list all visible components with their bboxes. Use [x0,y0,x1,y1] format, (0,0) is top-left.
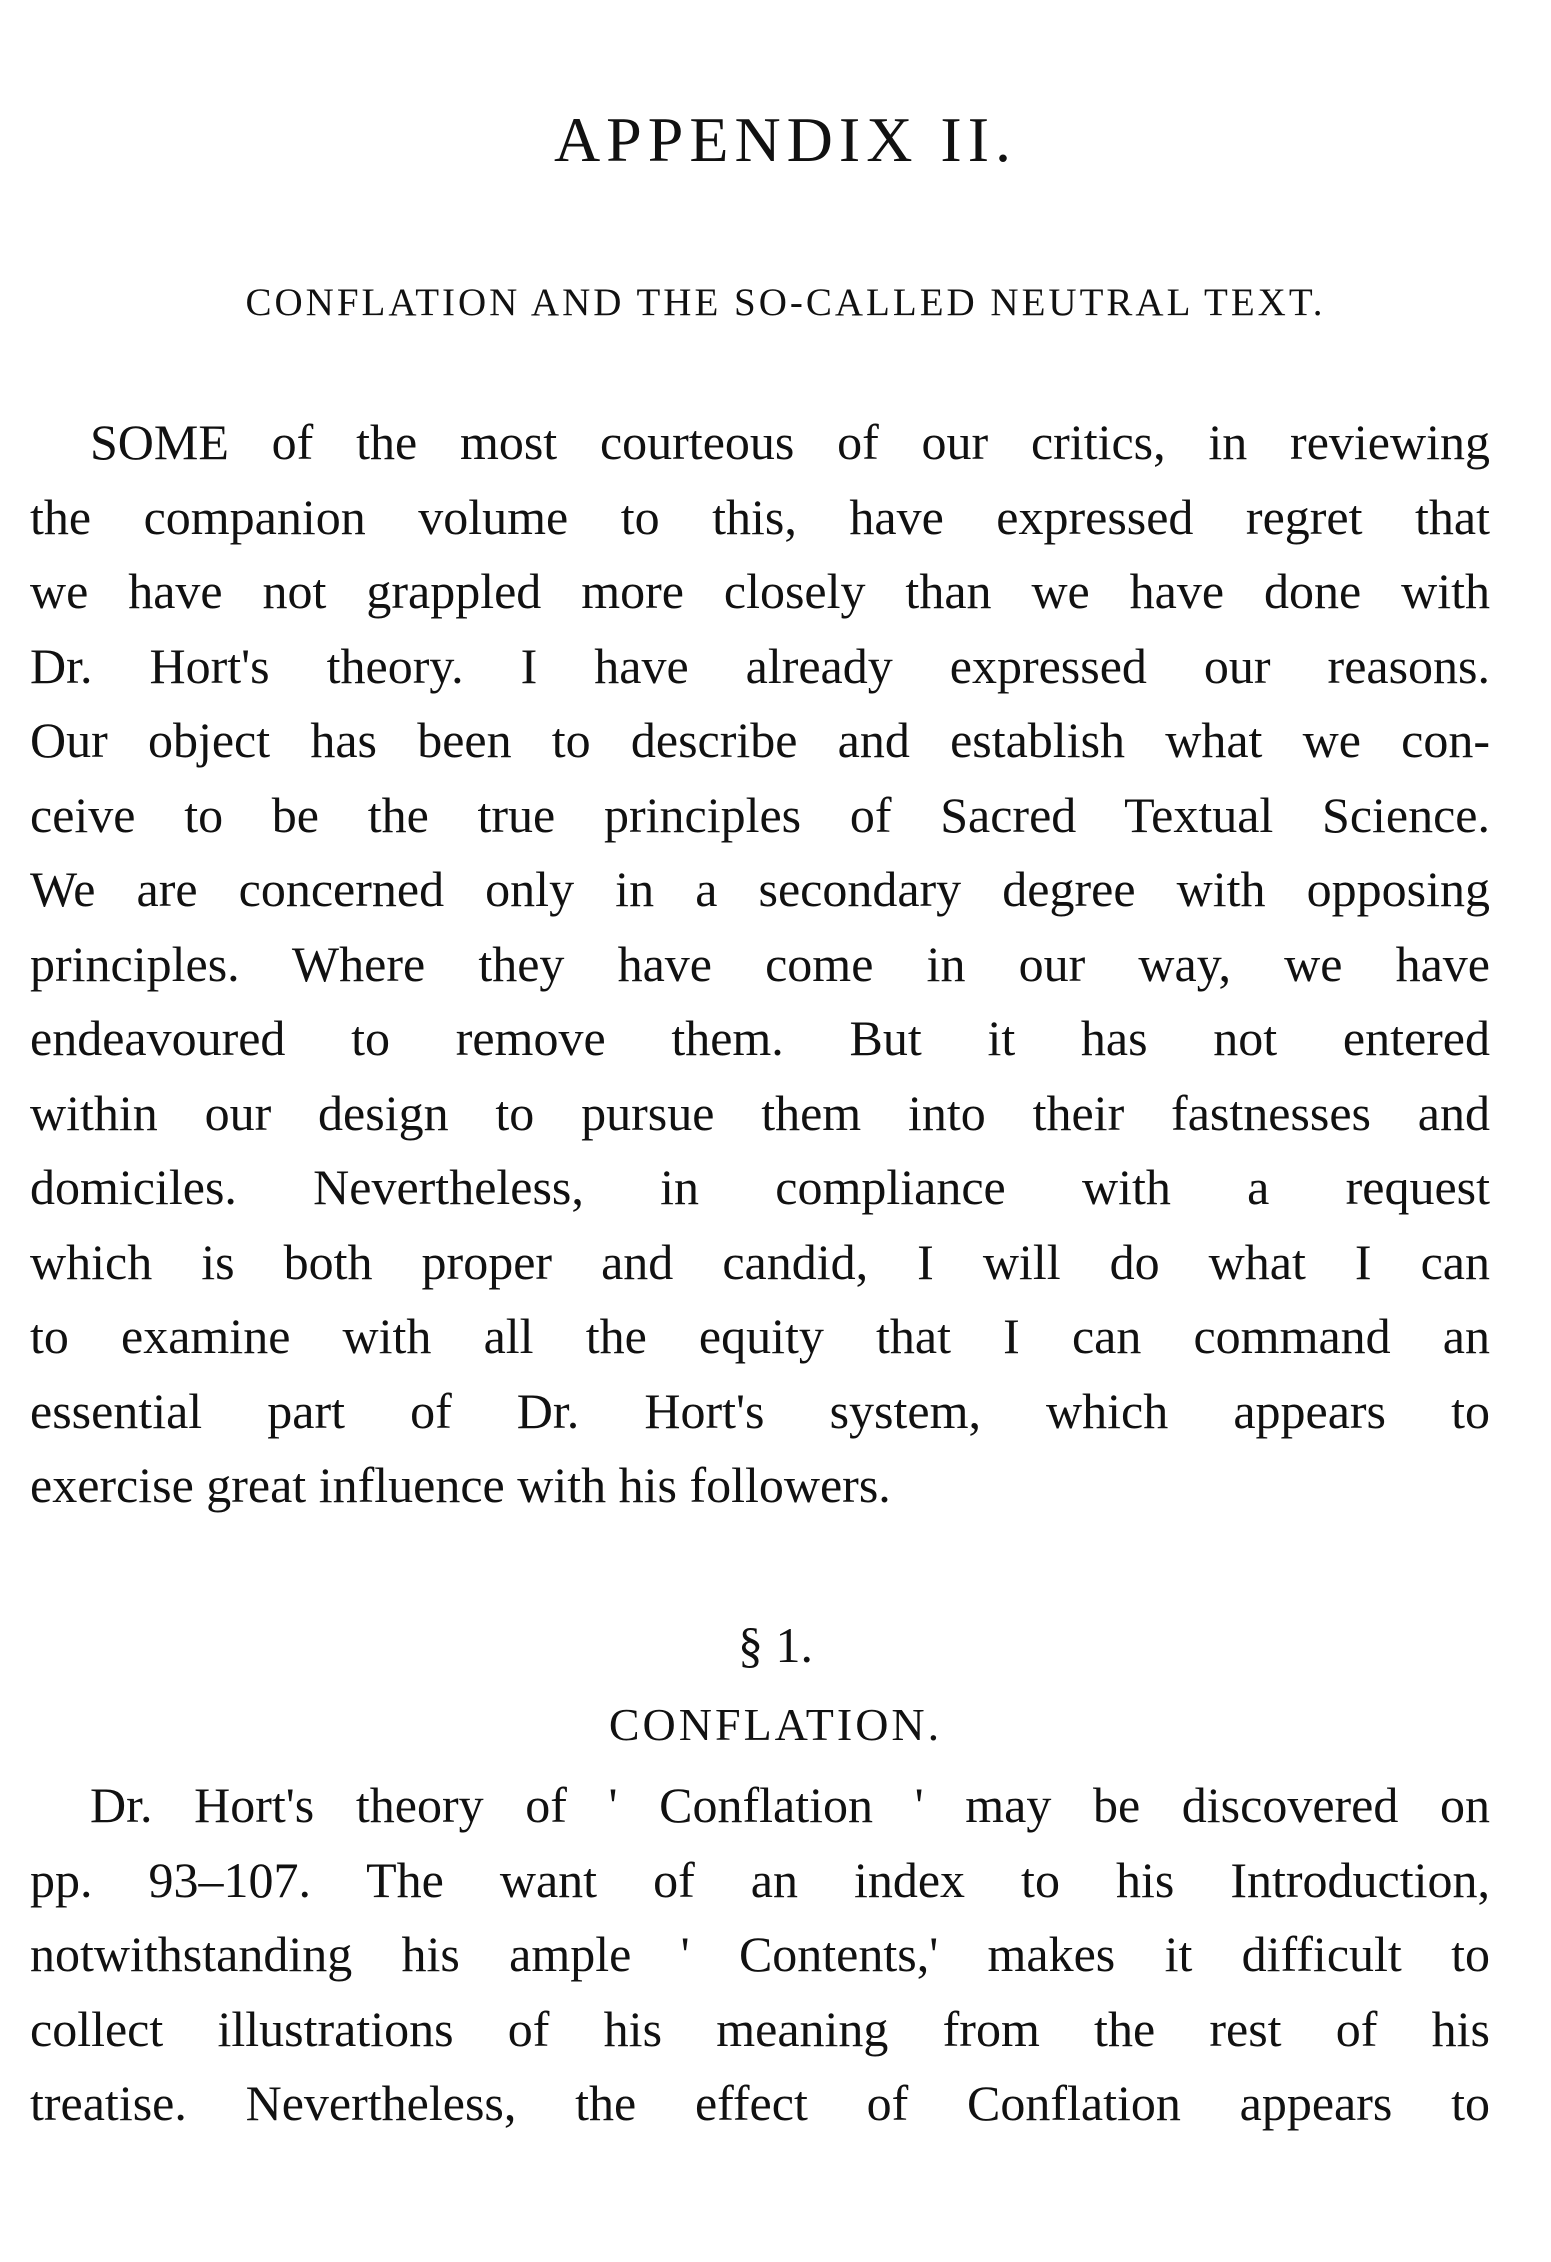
appendix-subtitle: CONFLATION AND THE SO-CALLED NEUTRAL TEXT. [245,281,1326,324]
paragraph-line: the companion volume to this, have expressed regret that [30,488,1490,545]
paragraph-line: We are concerned only in a secondary degree with opposing [30,861,1490,917]
paragraph-line: within our design to pursue them into their fastnesses and [30,1084,1490,1141]
paragraph-line: to examine with all the equity that I can command an [30,1308,1490,1364]
paragraph-line: notwithstanding his ample ' Contents,' makes it difficult to [30,1926,1490,1982]
paragraph-line: endeavoured to remove them. But it has not entered [30,1010,1490,1066]
section-number: § 1. [738,1617,813,1673]
paragraph-line: Our object has been to describe and establish what we con- [30,712,1490,768]
paragraph-line: pp. 93–107. The want of an index to his Introduction, [30,1851,1490,1908]
paragraph-line: we have not grappled more closely than we have done with [30,563,1490,619]
section-heading: CONFLATION. [608,1699,943,1750]
paragraph-line: exercise great influence with his followers. [30,1457,891,1513]
paragraph-line: Dr. Hort's theory of ' Conflation ' may be discovered on [90,1777,1490,1833]
paragraph-line: Dr. Hort's theory. I have already expressed our reasons. [30,637,1490,694]
section-paragraph [30,1768,1490,2141]
paragraph-line: treatise. Nevertheless, the effect of Conflation appears to [30,2075,1490,2131]
paragraph-line: domiciles. Nevertheless, in compliance with a request [30,1159,1490,1215]
paragraph-line: collect illustrations of his meaning from the rest of his [30,2000,1490,2057]
intro-paragraph [30,405,1490,1523]
paragraph-line: ceive to be the true principles of Sacred Textual Science. [30,786,1490,843]
paragraph-line: which is both proper and candid, I will do what I can [30,1233,1490,1290]
paragraph-line: essential part of Dr. Hort's system, which appears to [30,1382,1490,1439]
paragraph-line: principles. Where they have come in our way, we have [30,935,1490,992]
paragraph-line: SOME of the most courteous of our critics, in reviewing [90,414,1490,470]
appendix-title: APPENDIX II. [553,104,1018,175]
